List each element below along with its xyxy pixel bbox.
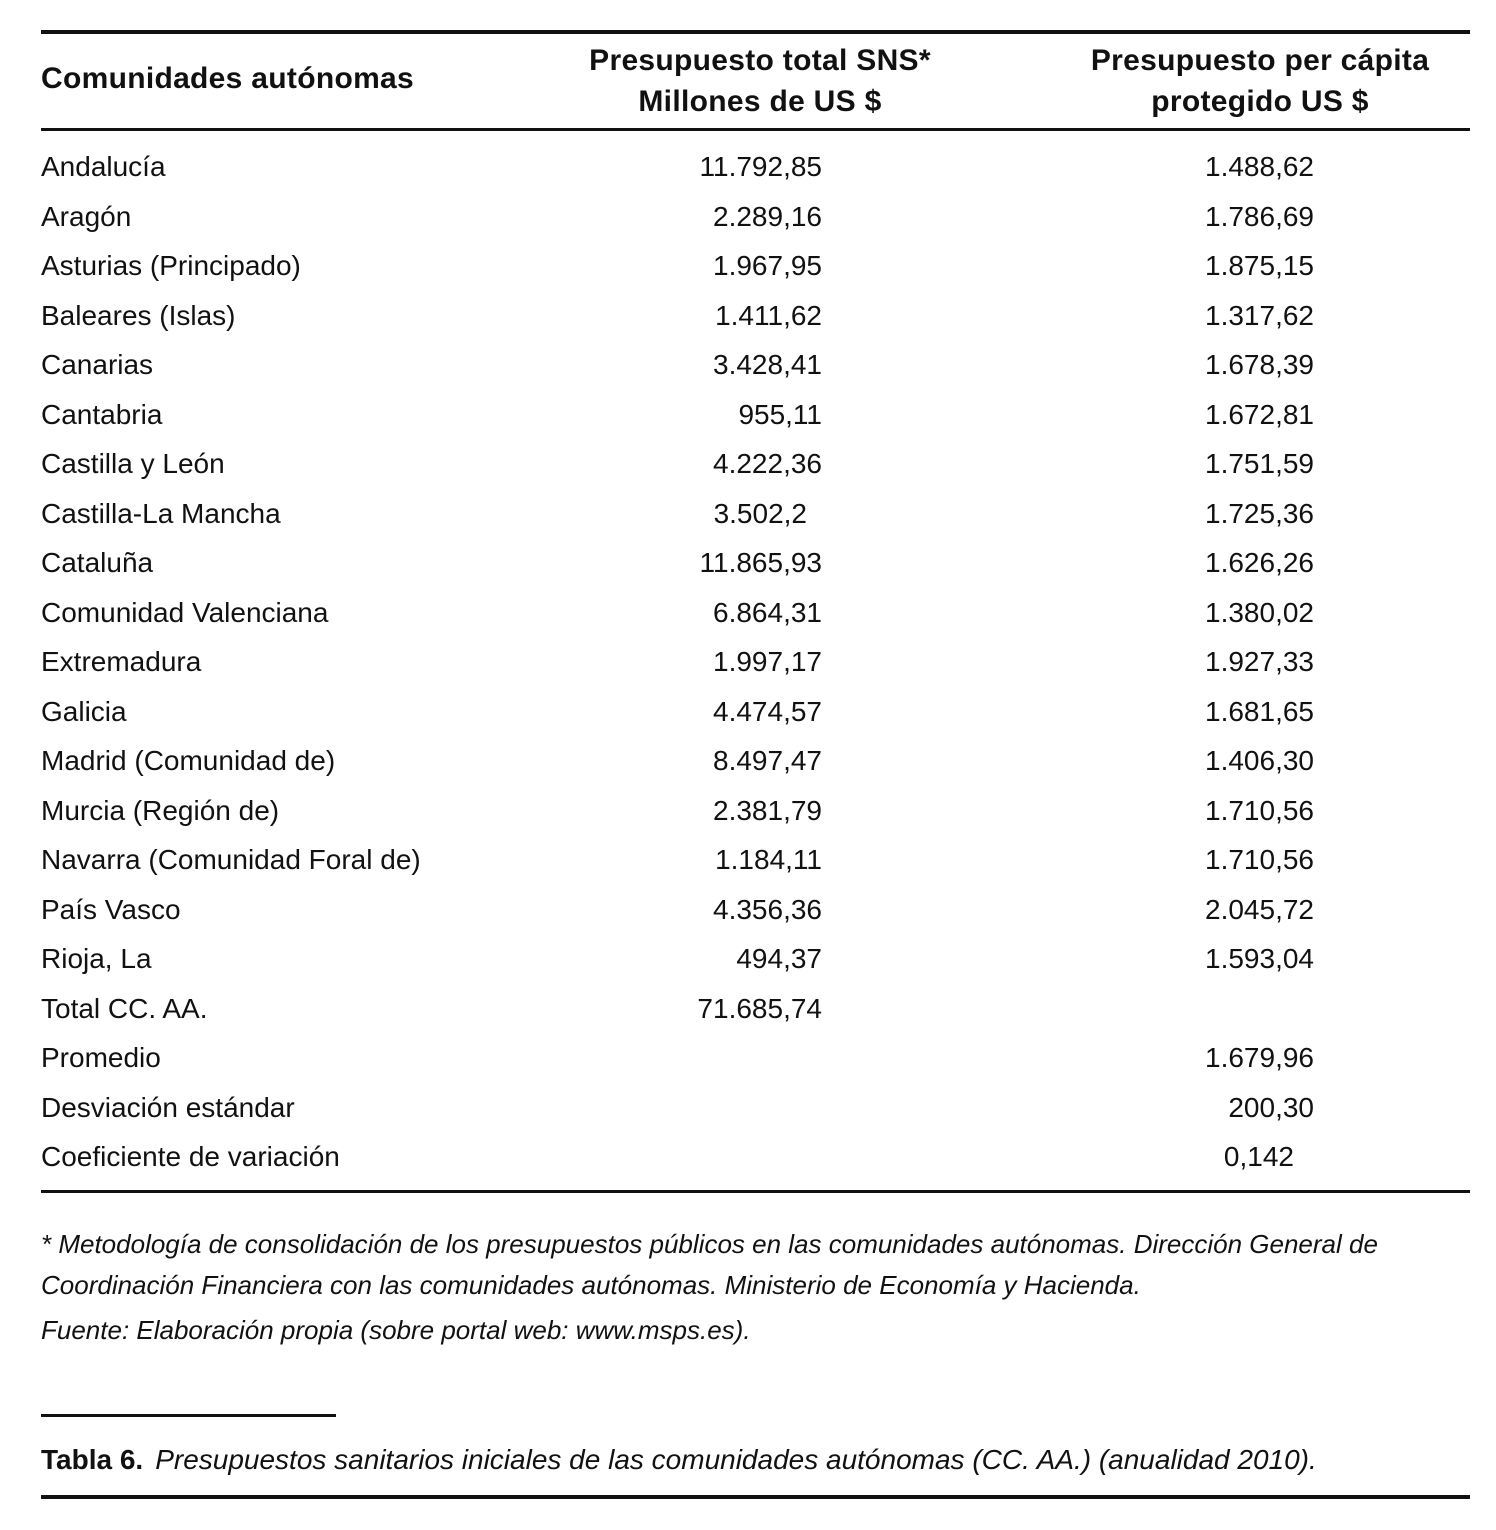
- row-name: Madrid (Comunidad de): [41, 745, 336, 776]
- row-total: 1.411,62: [715, 299, 822, 331]
- row-name: Castilla-La Mancha: [41, 497, 281, 529]
- row-total: 3.428,41: [713, 349, 822, 380]
- table-header-rule: [41, 128, 1470, 131]
- header-per-capita-budget: Presupuesto per cápita protegido US $: [1090, 44, 1430, 118]
- row-total: 8.497,47: [713, 745, 822, 776]
- row-name: Promedio: [41, 1042, 161, 1073]
- table-row: [0, 241, 1496, 291]
- row-name: Cantabria: [41, 398, 163, 430]
- row-name: Total CC. AA.: [41, 992, 208, 1024]
- row-per-capita: 1.725,36: [1205, 497, 1314, 529]
- row-total: 4.356,36: [713, 893, 822, 925]
- row-name: Cataluña: [41, 547, 154, 578]
- table-top-rule: [41, 30, 1470, 34]
- table-row: [0, 340, 1496, 390]
- table-row: [0, 489, 1496, 539]
- row-total: 1.967,95: [713, 250, 822, 281]
- row-total: 11.792,85: [699, 151, 822, 182]
- table-row: [0, 637, 1496, 687]
- row-per-capita: 1.488,62: [1205, 151, 1314, 182]
- methodology-note: * Metodología de consolidación de los presupuestos públicos en las comunidades autónomas. Dirección General de Coordinación Financiera con las comunidades autónomas. Ministerio de Economía y Hacienda.: [41, 1229, 1378, 1300]
- row-per-capita: 1.626,26: [1205, 547, 1314, 578]
- table-bottom-rule: [41, 1190, 1470, 1193]
- table-row-std-dev: [0, 1083, 1496, 1133]
- row-total: 2.289,16: [713, 200, 822, 232]
- table-row: [0, 192, 1496, 242]
- table-caption: [41, 1440, 1317, 1480]
- row-name: Canarias: [41, 349, 154, 380]
- table-row: [0, 588, 1496, 638]
- caption-text: Presupuestos sanitarios iniciales de las comunidades autónomas (CC. AA.) (anualidad 2010).: [155, 1444, 1317, 1475]
- table-row: [0, 885, 1496, 935]
- table-row-average: [0, 1033, 1496, 1083]
- row-name: Andalucía: [41, 151, 166, 182]
- table-row: [0, 142, 1496, 192]
- table-row: [0, 835, 1496, 885]
- row-per-capita: 1.681,65: [1205, 695, 1314, 727]
- source-note: Fuente: Elaboración propia (sobre portal web: www.msps.es).: [41, 1315, 751, 1345]
- row-per-capita: 1.875,15: [1205, 250, 1314, 281]
- table-row: [0, 390, 1496, 440]
- row-total: 3.502,2: [713, 497, 807, 529]
- row-per-capita: 1.751,59: [1205, 448, 1314, 479]
- row-total: 2.381,79: [713, 794, 822, 826]
- row-total: 4.222,36: [713, 448, 822, 479]
- row-name: Extremadura: [41, 646, 202, 677]
- table-row: [0, 439, 1496, 489]
- row-name: Castilla y León: [41, 448, 225, 479]
- row-per-capita: 1.927,33: [1205, 646, 1314, 677]
- row-per-capita: 1.406,30: [1205, 745, 1314, 776]
- row-total: 4.474,57: [713, 695, 822, 727]
- caption-divider: [41, 1414, 336, 1417]
- table-row: [0, 291, 1496, 341]
- header-total-budget: Presupuesto total SNS* Millones de US $: [589, 44, 931, 118]
- row-total: 1.997,17: [713, 646, 822, 677]
- row-per-capita: 1.710,56: [1205, 794, 1314, 826]
- caption-label: Tabla 6.: [41, 1444, 144, 1475]
- table-row: [0, 786, 1496, 836]
- row-name: Murcia (Región de): [41, 794, 280, 826]
- row-per-capita: 0,142: [1223, 1141, 1294, 1172]
- row-name: Desviación estándar: [41, 1091, 295, 1123]
- table-row-total: [0, 984, 1496, 1034]
- row-name: Aragón: [41, 200, 132, 232]
- row-total: 11.865,93: [699, 547, 822, 578]
- row-per-capita: 1.678,39: [1205, 349, 1314, 380]
- table-row-coef-variation: [0, 1132, 1496, 1182]
- row-per-capita: 1.710,56: [1205, 844, 1314, 875]
- row-per-capita: 1.593,04: [1205, 943, 1314, 974]
- row-name: Galicia: [41, 695, 127, 727]
- row-total: 1.184,11: [715, 844, 822, 875]
- row-name: Coeficiente de variación: [41, 1141, 340, 1172]
- row-per-capita: 1.786,69: [1205, 200, 1314, 232]
- row-per-capita: 200,30: [1228, 1091, 1314, 1123]
- row-name: Rioja, La: [41, 943, 152, 974]
- table-row: [0, 736, 1496, 786]
- row-per-capita: 1.317,62: [1205, 299, 1314, 331]
- row-per-capita: 1.672,81: [1205, 398, 1314, 430]
- row-per-capita: 1.679,96: [1205, 1042, 1314, 1073]
- row-per-capita: 1.380,02: [1205, 596, 1314, 628]
- row-total: 6.864,31: [713, 596, 822, 628]
- table-row: [0, 538, 1496, 588]
- row-name: Navarra (Comunidad Foral de): [41, 844, 421, 875]
- row-per-capita: 2.045,72: [1205, 893, 1314, 925]
- row-total: 494,37: [736, 943, 822, 974]
- row-name: Baleares (Islas): [41, 299, 236, 331]
- row-name: País Vasco: [41, 893, 181, 925]
- row-name: Comunidad Valenciana: [41, 596, 329, 628]
- page-bottom-rule: [41, 1495, 1470, 1499]
- table-row: [0, 934, 1496, 984]
- row-name: Asturias (Principado): [41, 250, 301, 281]
- table-row: [0, 687, 1496, 737]
- row-total: 955,11: [738, 398, 822, 430]
- row-total: 71.685,74: [697, 992, 822, 1024]
- header-communities: Comunidades autónomas: [41, 62, 415, 95]
